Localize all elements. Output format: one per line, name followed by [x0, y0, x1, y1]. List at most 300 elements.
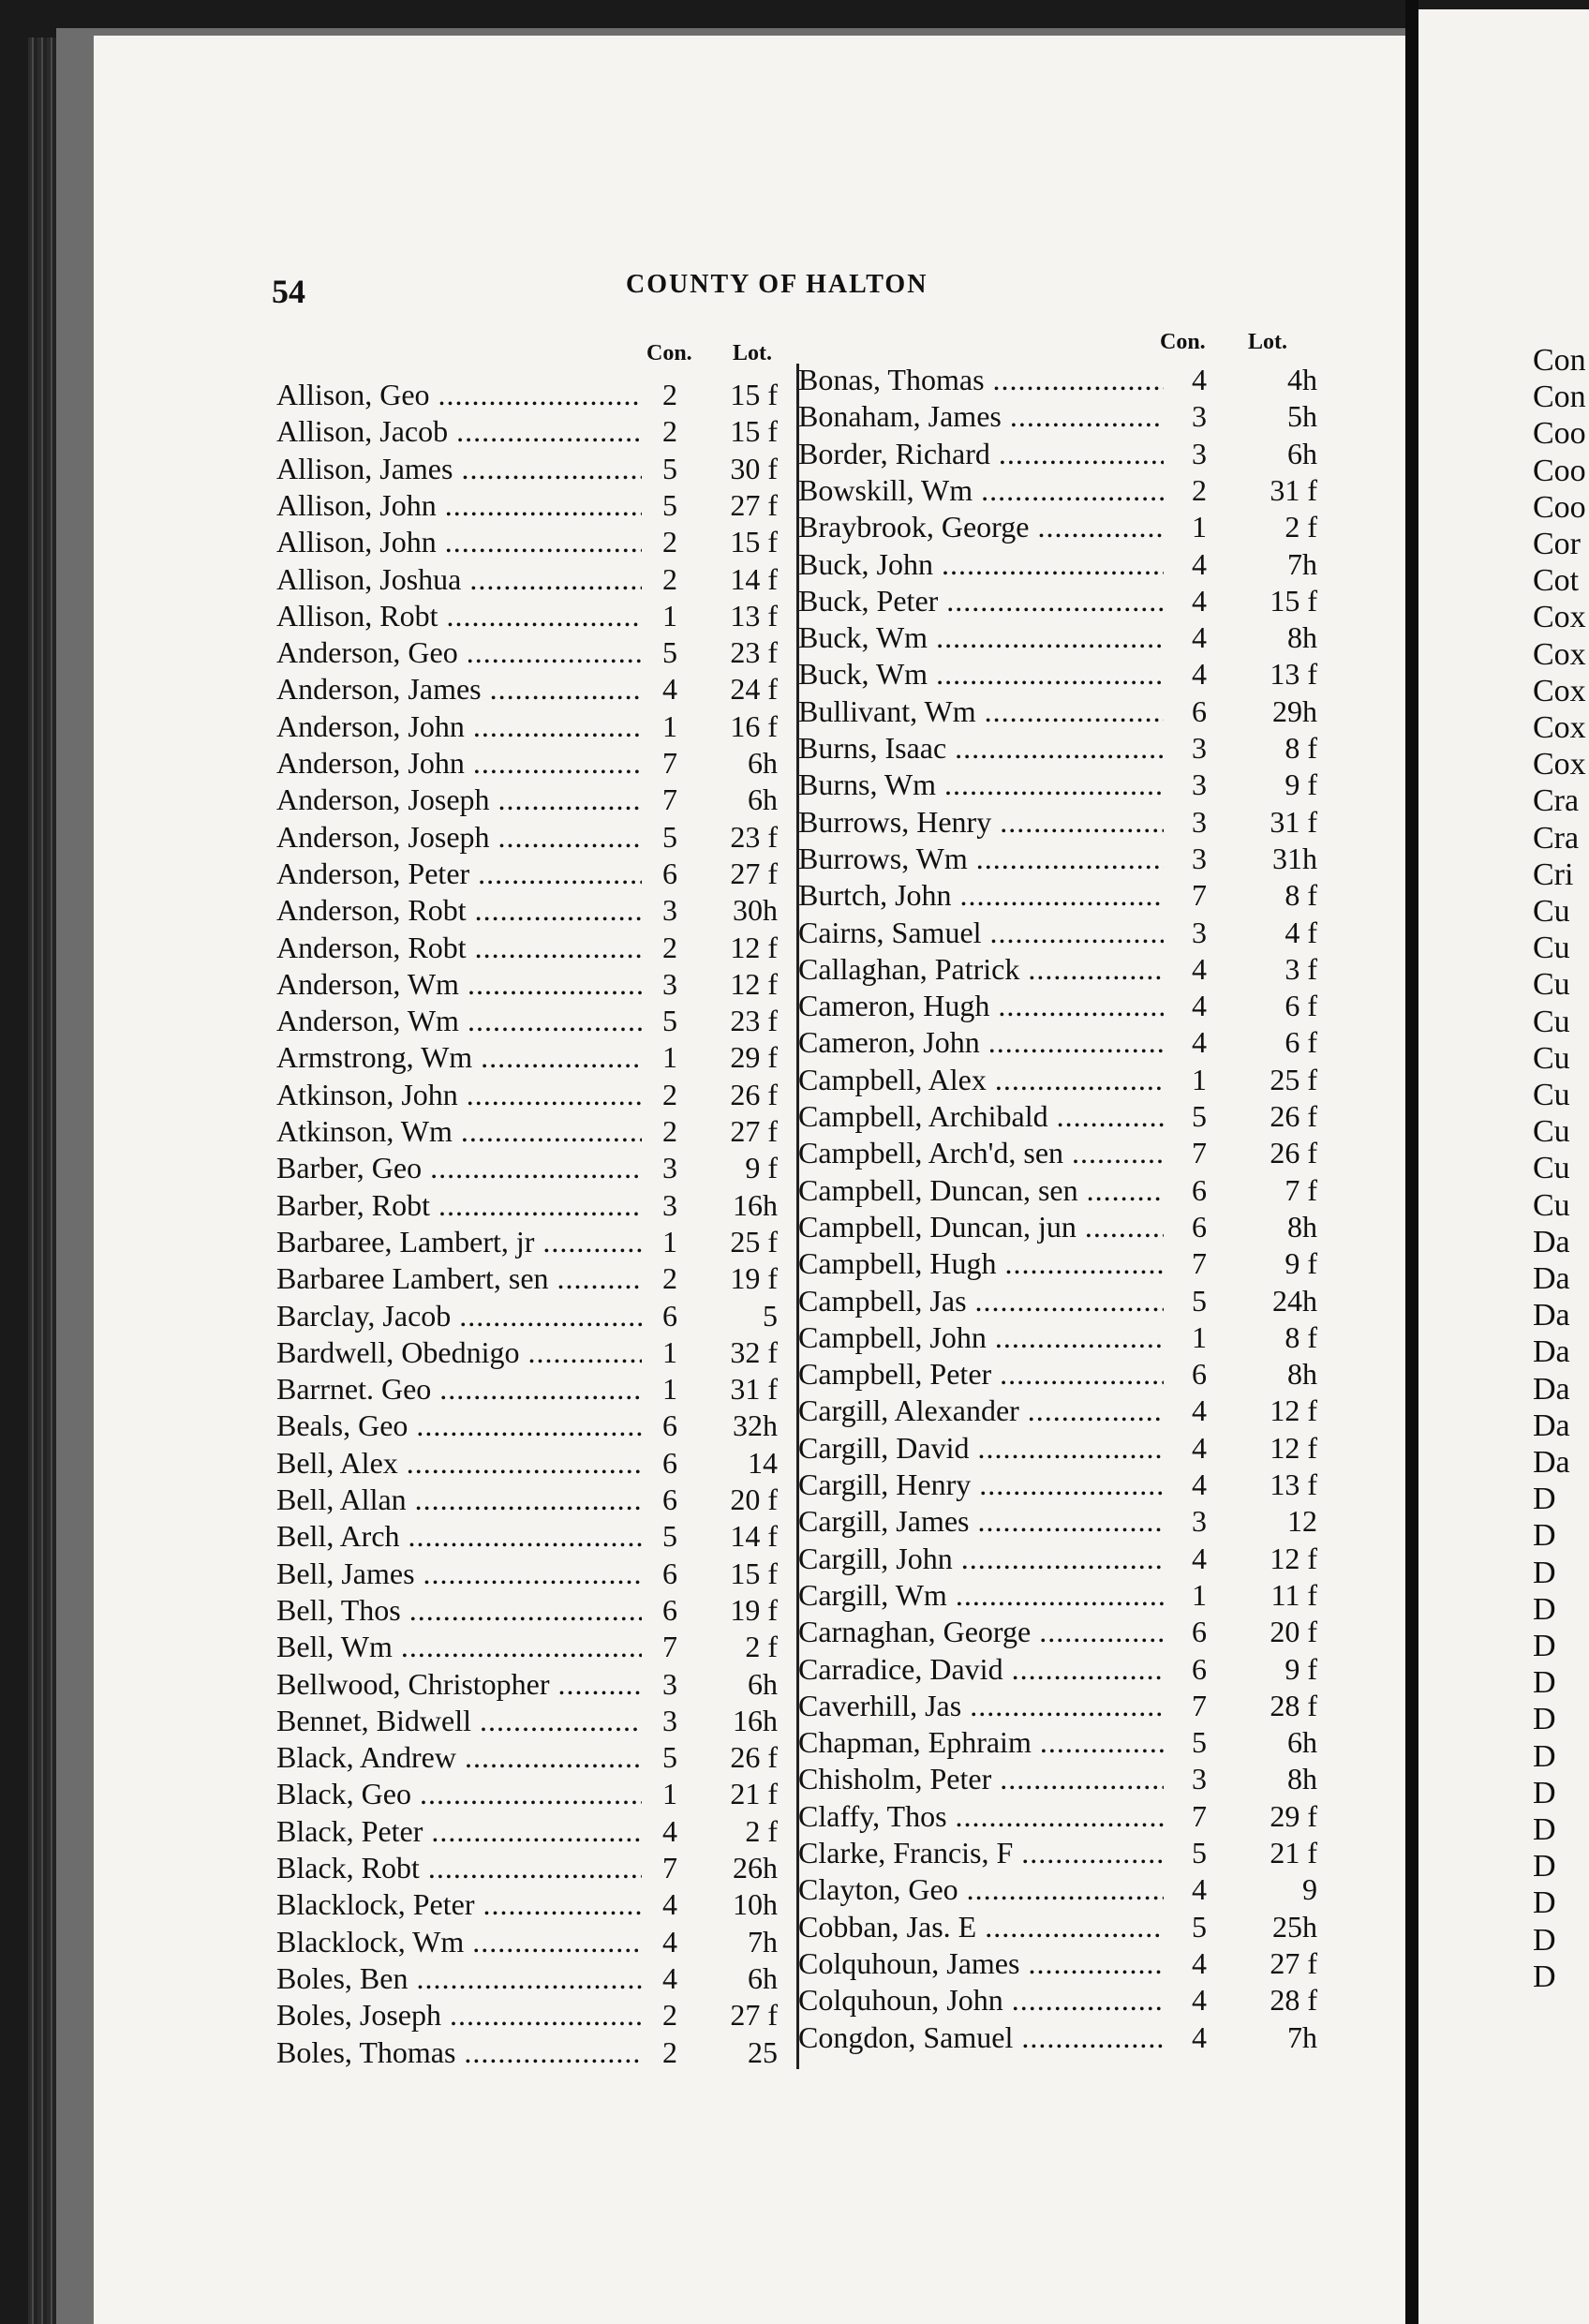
list-item: [276, 451, 778, 486]
next-page-fragment: D: [1533, 1812, 1556, 1847]
entry-name: Boles, Thomas .....: [276, 2034, 642, 2070]
entry-name: Cargill, Alexander .....: [798, 1393, 1164, 1428]
entry-lot: 28 f: [1270, 1688, 1317, 1722]
entry-name: Allison, Jacob .....: [276, 413, 642, 449]
entry-name: Anderson, Peter .....: [276, 856, 642, 891]
entry-name: Buck, Peter .....: [798, 583, 1164, 618]
entry-concession: 7: [662, 1630, 677, 1664]
next-page-fragment: D: [1533, 1775, 1556, 1810]
entry-concession: 6: [1192, 693, 1207, 728]
list-item: [798, 841, 1317, 876]
entry-concession: 4: [1192, 620, 1207, 655]
list-item: [798, 1430, 1317, 1466]
entry-concession: 6: [662, 1482, 677, 1516]
entry-lot: 26 f: [1270, 1099, 1317, 1133]
entry-concession: 6: [662, 1445, 677, 1480]
entry-name: Campbell, Peter .....: [798, 1356, 1164, 1392]
entry-concession: 4: [1192, 1945, 1207, 1980]
entry-name: Anderson, John .....: [276, 708, 642, 744]
list-item: [798, 1062, 1317, 1097]
entry-lot: 30h: [733, 893, 778, 928]
entry-concession: 2: [662, 1261, 677, 1296]
entry-name: Campbell, Jas .....: [798, 1283, 1164, 1318]
next-page-fragment: Da: [1533, 1224, 1570, 1259]
list-item: [276, 1039, 778, 1075]
entry-concession: 1: [662, 1334, 677, 1369]
entry-lot: 9 f: [1285, 767, 1317, 802]
entry-lot: 13 f: [1270, 1467, 1317, 1501]
entry-name: Bonas, Thomas .....: [798, 362, 1164, 397]
list-item: [276, 1445, 778, 1481]
entry-concession: 7: [1192, 1246, 1207, 1281]
list-item: [276, 1960, 778, 1996]
entry-lot: 19 f: [730, 1592, 778, 1627]
right-con-header: Con.: [1160, 330, 1206, 354]
entry-lot: 4h: [1287, 363, 1317, 396]
entry-lot: 32h: [733, 1408, 778, 1443]
list-item: [798, 1245, 1317, 1281]
next-page-fragment: Cu: [1533, 1187, 1570, 1223]
list-item: [798, 1909, 1317, 1944]
next-page-fragment: Cu: [1533, 1040, 1570, 1076]
next-page-fragment: Coo: [1533, 416, 1586, 452]
list-item: [276, 1113, 778, 1149]
list-item: [276, 1077, 778, 1112]
entry-concession: 5: [662, 1519, 677, 1554]
list-item: [276, 1813, 778, 1849]
entry-name: Burrows, Henry .....: [798, 804, 1164, 840]
entry-name: Congdon, Samuel .....: [798, 2019, 1164, 2055]
entry-lot: 4 f: [1285, 915, 1317, 949]
next-page-fragment: Cri: [1533, 857, 1574, 892]
entry-concession: 3: [1192, 804, 1207, 839]
right-lot-header: Lot.: [1248, 330, 1287, 354]
entry-concession: 4: [1192, 2019, 1207, 2054]
entry-concession: 6: [1192, 1651, 1207, 1686]
list-item: [276, 671, 778, 707]
list-item: [276, 1556, 778, 1591]
entry-lot: 15 f: [730, 378, 778, 411]
entry-lot: 6h: [748, 1960, 778, 1995]
entry-lot: 8 f: [1285, 878, 1317, 913]
entry-lot: 6 f: [1285, 989, 1317, 1023]
entry-lot: 7h: [748, 1924, 778, 1959]
list-item: [798, 730, 1317, 766]
list-item: [276, 1703, 778, 1738]
next-page-fragment: D: [1533, 1591, 1556, 1627]
entry-concession: 6: [662, 1556, 677, 1590]
entry-lot: 7h: [1287, 2019, 1317, 2054]
entry-name: Boles, Ben .....: [276, 1960, 642, 1996]
entry-name: Anderson, Joseph .....: [276, 819, 642, 855]
entry-name: Black, Peter .....: [276, 1813, 642, 1849]
list-item: [276, 598, 778, 633]
list-item: [798, 767, 1317, 802]
entry-concession: 3: [1192, 399, 1207, 434]
entry-name: Barbaree Lambert, sen .....: [276, 1260, 642, 1296]
entry-lot: 12 f: [1270, 1393, 1317, 1428]
entry-lot: 23 f: [730, 635, 778, 670]
entry-name: Cargill, David .....: [798, 1430, 1164, 1466]
entry-concession: 5: [662, 635, 677, 670]
entry-concession: 3: [662, 893, 677, 928]
entry-lot: 27 f: [730, 487, 778, 522]
entry-name: Carradice, David .....: [798, 1651, 1164, 1687]
list-item: [276, 2034, 778, 2070]
entry-concession: 3: [1192, 436, 1207, 470]
list-item: [798, 2019, 1317, 2055]
list-item: [276, 1003, 778, 1038]
entry-name: Barber, Geo .....: [276, 1150, 642, 1185]
list-item: [798, 877, 1317, 913]
entry-name: Burns, Isaac .....: [798, 730, 1164, 766]
entry-lot: 12: [1287, 1504, 1317, 1539]
entry-name: Burns, Wm .....: [798, 767, 1164, 802]
next-page-fragment: Coo: [1533, 453, 1586, 488]
entry-lot: 24 f: [730, 672, 778, 707]
next-page-fragment: Cu: [1533, 1114, 1570, 1150]
entry-name: Buck, John .....: [798, 546, 1164, 582]
next-page-fragment: Cox: [1533, 710, 1586, 745]
entry-name: Bellwood, Christopher .....: [276, 1666, 642, 1702]
entry-name: Buck, Wm .....: [798, 619, 1164, 655]
entry-name: Blacklock, Peter .....: [276, 1886, 642, 1922]
entry-name: Barbaree, Lambert, jr .....: [276, 1224, 642, 1259]
next-page-fragment: D: [1533, 1922, 1556, 1958]
next-page-fragment: D: [1533, 1518, 1556, 1554]
entry-lot: 14 f: [730, 561, 778, 596]
next-page-fragment: Coo: [1533, 489, 1586, 525]
list-item: [276, 930, 778, 965]
next-page-fragment: Cor: [1533, 527, 1581, 561]
entry-name: Bowskill, Wm .....: [798, 472, 1164, 508]
entry-concession: 4: [662, 1960, 677, 1995]
entry-lot: 19 f: [730, 1261, 778, 1296]
entry-lot: 21 f: [730, 1777, 778, 1811]
entry-lot: 14: [748, 1445, 778, 1480]
entry-concession: 4: [1192, 989, 1207, 1023]
entry-concession: 3: [1192, 841, 1207, 875]
next-page-fragment: Da: [1533, 1261, 1570, 1296]
entry-name: Anderson, James .....: [276, 671, 642, 707]
entry-lot: 6h: [748, 746, 778, 780]
entry-name: Campbell, Duncan, jun .....: [798, 1209, 1164, 1244]
entry-lot: 15 f: [1270, 583, 1317, 618]
list-item: [276, 1334, 778, 1370]
entry-name: Allison, John .....: [276, 487, 642, 523]
entry-concession: 3: [662, 1151, 677, 1185]
next-page-fragment: Cox: [1533, 600, 1586, 635]
entry-lot: 26 f: [730, 1740, 778, 1775]
entry-lot: 25 f: [730, 1224, 778, 1259]
entry-concession: 4: [1192, 1430, 1207, 1465]
entry-name: Bell, Alex .....: [276, 1445, 642, 1481]
list-item: [798, 804, 1317, 840]
entry-concession: 3: [1192, 1762, 1207, 1796]
next-page-fragment: Cu: [1533, 931, 1570, 966]
entry-lot: 9 f: [1285, 1246, 1317, 1281]
entry-concession: 4: [662, 1813, 677, 1848]
list-item: [276, 524, 778, 559]
entry-lot: 27 f: [730, 1114, 778, 1148]
entry-name: Allison, James .....: [276, 451, 642, 486]
entry-name: Boles, Joseph .....: [276, 1997, 642, 2033]
entry-lot: 7h: [1287, 546, 1317, 581]
entry-lot: 15 f: [730, 414, 778, 449]
entry-concession: 6: [1192, 1615, 1207, 1649]
entry-concession: 6: [662, 1592, 677, 1627]
list-item: [798, 1982, 1317, 2018]
next-page-fragment: D: [1533, 1885, 1556, 1921]
entry-lot: 9 f: [1285, 1651, 1317, 1686]
list-item: [798, 472, 1317, 508]
entry-concession: 4: [1192, 657, 1207, 692]
next-page-fragment: Con: [1533, 380, 1586, 415]
entry-name: Bell, Arch .....: [276, 1518, 642, 1554]
next-page-fragment: Cu: [1533, 894, 1570, 929]
entry-lot: 3 f: [1285, 951, 1317, 986]
list-item: [798, 1319, 1317, 1355]
entry-lot: 2 f: [1285, 510, 1317, 544]
next-page-fragment: Da: [1533, 1371, 1570, 1407]
entry-name: Clayton, Geo .....: [798, 1871, 1164, 1907]
list-item: [276, 1850, 778, 1885]
entry-name: Bell, James .....: [276, 1556, 642, 1591]
next-page-fragment: Cra: [1533, 783, 1580, 819]
list-item: [276, 892, 778, 928]
entry-name: Campbell, Hugh .....: [798, 1245, 1164, 1281]
entry-lot: 31h: [1272, 841, 1317, 875]
entry-lot: 23 f: [730, 819, 778, 854]
entry-concession: 7: [1192, 1688, 1207, 1722]
entry-concession: 2: [662, 2034, 677, 2069]
list-item: [798, 1945, 1317, 1981]
list-item: [276, 1150, 778, 1185]
entry-name: Allison, Joshua .....: [276, 561, 642, 597]
entry-name: Braybrook, George .....: [798, 509, 1164, 544]
list-item: [798, 1835, 1317, 1870]
list-item: [798, 1503, 1317, 1539]
entry-name: Bonaham, James .....: [798, 398, 1164, 434]
entry-lot: 2 f: [745, 1813, 778, 1848]
entry-concession: 2: [662, 561, 677, 596]
next-page-fragment: Cox: [1533, 636, 1586, 672]
list-item: [798, 362, 1317, 397]
next-page-fragment: Con: [1533, 343, 1586, 378]
list-item: [276, 1666, 778, 1702]
entry-concession: 2: [662, 414, 677, 449]
entry-lot: 8 f: [1285, 731, 1317, 765]
entry-concession: 1: [662, 1777, 677, 1811]
entry-name: Atkinson, John .....: [276, 1077, 642, 1112]
entry-concession: 5: [1192, 1283, 1207, 1318]
entry-lot: 21 f: [1270, 1836, 1317, 1870]
entry-lot: 9 f: [745, 1151, 778, 1185]
list-item: [276, 1592, 778, 1628]
list-item: [276, 1482, 778, 1517]
entry-concession: 6: [1192, 1172, 1207, 1207]
next-page-fragment: Cu: [1533, 967, 1570, 1003]
list-item: [798, 1393, 1317, 1428]
list-item: [798, 1798, 1317, 1834]
list-item: [798, 398, 1317, 434]
entry-name: Anderson, Wm .....: [276, 1003, 642, 1038]
list-item: [276, 966, 778, 1002]
entry-concession: 5: [662, 487, 677, 522]
entry-lot: 12 f: [730, 966, 778, 1001]
entry-concession: 3: [662, 966, 677, 1001]
list-item: [276, 1371, 778, 1407]
list-item: [276, 1298, 778, 1333]
entry-concession: 1: [1192, 1062, 1207, 1096]
list-item: [276, 487, 778, 523]
list-item: [798, 1098, 1317, 1134]
entry-concession: 1: [1192, 510, 1207, 544]
entry-concession: 4: [1192, 363, 1207, 396]
entry-lot: 25 f: [1270, 1062, 1317, 1096]
entry-name: Claffy, Thos .....: [798, 1798, 1164, 1834]
entry-name: Anderson, Geo .....: [276, 634, 642, 670]
entry-lot: 26 f: [730, 1077, 778, 1111]
list-item: [798, 1172, 1317, 1208]
entry-name: Bell, Allan .....: [276, 1482, 642, 1517]
entry-name: Anderson, Joseph .....: [276, 782, 642, 817]
next-page-fragment: Cot: [1533, 563, 1580, 599]
entry-lot: 7 f: [1285, 1172, 1317, 1207]
entry-name: Campbell, Archibald .....: [798, 1098, 1164, 1134]
entry-concession: 5: [662, 1740, 677, 1775]
entry-lot: 8h: [1287, 1209, 1317, 1244]
entry-name: Allison, Robt .....: [276, 598, 642, 633]
list-item: [276, 413, 778, 449]
entry-lot: 24h: [1272, 1283, 1317, 1318]
entry-name: Bennet, Bidwell .....: [276, 1703, 642, 1738]
entry-lot: 6h: [748, 782, 778, 817]
entry-lot: 28 f: [1270, 1983, 1317, 2018]
entry-lot: 5: [763, 1298, 778, 1333]
list-item: [798, 915, 1317, 950]
next-page-fragment: Da: [1533, 1408, 1570, 1443]
entry-name: Anderson, Wm .....: [276, 966, 642, 1002]
entry-concession: 7: [1192, 1798, 1207, 1833]
entry-name: Cobban, Jas. E .....: [798, 1909, 1164, 1944]
entry-name: Campbell, Alex .....: [798, 1062, 1164, 1097]
entry-name: Campbell, Arch'd, sen .....: [798, 1135, 1164, 1170]
entry-concession: 1: [1192, 1577, 1207, 1612]
list-item: [276, 1629, 778, 1664]
entry-concession: 2: [662, 930, 677, 964]
list-item: [798, 619, 1317, 655]
entry-name: Campbell, John .....: [798, 1319, 1164, 1355]
entry-concession: 1: [1192, 1319, 1207, 1354]
entry-name: Colquhoun, John .....: [798, 1982, 1164, 2018]
entry-concession: 1: [662, 1372, 677, 1407]
list-item: [276, 856, 778, 891]
entry-lot: 6h: [1287, 1725, 1317, 1760]
list-item: [276, 1518, 778, 1554]
entry-name: Cargill, Henry .....: [798, 1467, 1164, 1502]
entry-concession: 5: [1192, 1836, 1207, 1870]
next-page-fragment: D: [1533, 1959, 1556, 1994]
list-item: [798, 436, 1317, 471]
list-item: [798, 1614, 1317, 1649]
entry-concession: 3: [1192, 731, 1207, 765]
list-item: [798, 1577, 1317, 1613]
entry-lot: 2 f: [745, 1630, 778, 1664]
next-page: [1418, 9, 1589, 2324]
next-page-fragment: Cu: [1533, 1004, 1570, 1039]
list-item: [276, 1997, 778, 2033]
entry-concession: 3: [662, 1666, 677, 1701]
entry-lot: 14 f: [730, 1519, 778, 1554]
entry-lot: 6 f: [1285, 1025, 1317, 1060]
entry-lot: 8h: [1287, 1357, 1317, 1392]
entry-lot: 11 f: [1270, 1577, 1317, 1612]
entry-name: Anderson, Robt .....: [276, 930, 642, 965]
entry-concession: 4: [1192, 1872, 1207, 1907]
next-page-fragment: D: [1533, 1702, 1556, 1737]
entry-concession: 2: [662, 525, 677, 559]
entry-concession: 4: [1192, 546, 1207, 581]
list-item: [276, 782, 778, 817]
entry-name: Bullivant, Wm .....: [798, 693, 1164, 729]
entry-name: Cargill, James .....: [798, 1503, 1164, 1539]
entry-name: Bardwell, Obednigo .....: [276, 1334, 642, 1370]
running-head: COUNTY OF HALTON: [626, 270, 928, 299]
entry-lot: 15 f: [730, 525, 778, 559]
list-item: [798, 1356, 1317, 1392]
list-item: [276, 745, 778, 781]
entry-concession: 5: [1192, 1099, 1207, 1133]
entry-name: Allison, Geo .....: [276, 377, 642, 412]
next-page-fragment: Cu: [1533, 1151, 1570, 1186]
list-item: [798, 656, 1317, 692]
entry-name: Clarke, Francis, F .....: [798, 1835, 1164, 1870]
next-page-fragment: D: [1533, 1665, 1556, 1701]
list-item: [798, 509, 1317, 544]
entry-concession: 4: [662, 1924, 677, 1959]
list-item: [798, 1283, 1317, 1318]
next-page-fragment: Da: [1533, 1445, 1570, 1480]
entry-concession: 3: [1192, 767, 1207, 802]
entry-concession: 4: [1192, 583, 1207, 618]
entry-name: Border, Richard .....: [798, 436, 1164, 471]
list-item: [798, 1724, 1317, 1760]
entry-lot: 9: [1302, 1872, 1317, 1907]
entry-lot: 16h: [733, 1703, 778, 1737]
entry-name: Armstrong, Wm .....: [276, 1039, 642, 1075]
entry-name: Bell, Thos .....: [276, 1592, 642, 1628]
entry-name: Colquhoun, James .....: [798, 1945, 1164, 1981]
next-page-fragment: D: [1533, 1738, 1556, 1774]
entry-concession: 3: [1192, 1504, 1207, 1539]
entry-lot: 20 f: [1270, 1615, 1317, 1649]
entry-name: Beals, Geo .....: [276, 1408, 642, 1443]
entry-lot: 15 f: [730, 1556, 778, 1590]
entry-lot: 13 f: [730, 598, 778, 633]
entry-concession: 1: [662, 1224, 677, 1259]
entry-lot: 32 f: [730, 1334, 778, 1369]
entry-concession: 4: [1192, 1467, 1207, 1501]
entry-lot: 31 f: [730, 1372, 778, 1407]
entry-concession: 7: [662, 782, 677, 817]
entry-name: Barclay, Jacob .....: [276, 1298, 642, 1333]
entry-lot: 8h: [1287, 1762, 1317, 1796]
entry-name: Barber, Robt .....: [276, 1187, 642, 1223]
entry-name: Black, Robt .....: [276, 1850, 642, 1885]
list-item: [276, 708, 778, 744]
entry-lot: 26h: [733, 1851, 778, 1885]
